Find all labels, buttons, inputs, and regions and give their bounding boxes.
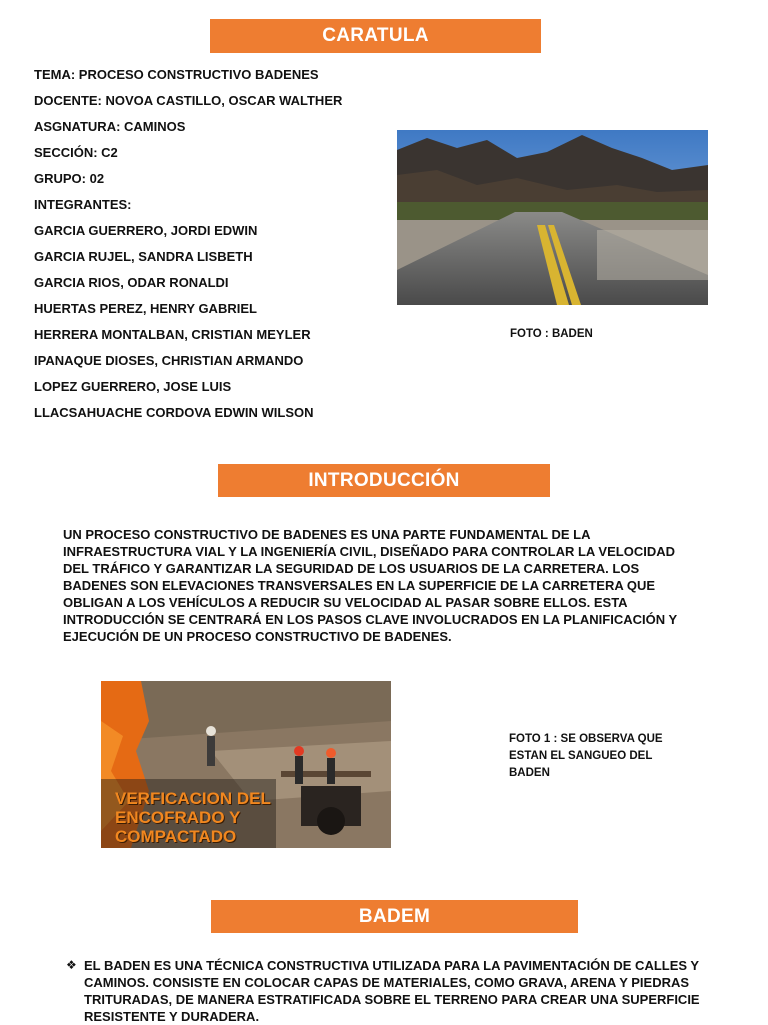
member-name: GARCIA GUERRERO, JORDI EDWIN <box>34 223 258 238</box>
introduccion-heading: INTRODUCCIÓN <box>218 464 550 497</box>
integrantes-label: INTEGRANTES: <box>34 197 132 212</box>
member-name: LLACSAHUACHE CORDOVA EDWIN WILSON <box>34 405 314 420</box>
member-name: HERRERA MONTALBAN, CRISTIAN MEYLER <box>34 327 311 342</box>
photo-overlay-line: ENCOFRADO Y <box>115 808 241 827</box>
badem-heading: BADEM <box>211 900 578 933</box>
badem-bullet-item <box>66 957 736 1025</box>
baden-road-photo <box>397 130 708 305</box>
seccion-line: SECCIÓN: C2 <box>34 145 118 160</box>
badem-bullet-text: EL BADEN ES UNA TÉCNICA CONSTRUCTIVA UTILIZADA PARA LA PAVIMENTACIÓN DE CALLES Y CAMINOS. CONSISTE EN COLOCAR CAPAS DE MATERIALES, COMO GRAVA, ARENA Y PIEDRAS TRITURADAS, DE MANERA ESTRATIFICADA SOBRE EL TERRENO PARA CREAR UNA SUPERFICIE RESISTENTE Y DURADERA. <box>84 958 700 1024</box>
foto1-caption: FOTO 1 : SE OBSERVA QUE ESTAN EL SANGUEO DEL BADEN <box>509 733 663 779</box>
member-name: GARCIA RIOS, ODAR RONALDI <box>34 275 229 290</box>
baden-photo-caption: FOTO : BADEN <box>510 328 593 340</box>
diamond-bullet-icon: ❖ <box>66 958 77 972</box>
caratula-heading: CARATULA <box>210 19 541 53</box>
tema-line: TEMA: PROCESO CONSTRUCTIVO BADENES <box>34 67 319 82</box>
grupo-line: GRUPO: 02 <box>34 171 105 186</box>
encofrado-verification-photo <box>101 681 391 848</box>
introduccion-paragraph: UN PROCESO CONSTRUCTIVO DE BADENES ES UNA PARTE FUNDAMENTAL DE LA INFRAESTRUCTURA VIAL Y LA INGENIERÍA CIVIL, DISEÑADO PARA CONTROLAR LA VELOCIDAD DEL TRÁFICO Y GARANTIZAR LA SEGURIDAD DE LOS USUARIOS DE LA CARRETERA. LOS BADENES SON ELEVACIONES TRANSVERSALES EN LA SUPERFICIE DE LA CARRETERA QUE OBLIGAN A LOS VEHÍCULOS A REDUCIR SU VELOCIDAD AL PASAR SOBRE ELLOS. ESTA INTRODUCCIÓN SE CENTRARÁ EN LOS PASOS CLAVE INVOLUCRADOS EN LA PLANIFICACIÓN Y EJECUCIÓN DE UN PROCESO CONSTRUCTIVO DE BADENES. <box>63 527 677 644</box>
photo-overlay-line: COMPACTADO <box>115 827 237 846</box>
caratula-info-list <box>34 66 342 430</box>
photo-overlay-line: VERFICACION DEL <box>115 789 271 808</box>
member-name: GARCIA RUJEL, SANDRA LISBETH <box>34 249 253 264</box>
member-name: HUERTAS PEREZ, HENRY GABRIEL <box>34 301 257 316</box>
docente-line: DOCENTE: NOVOA CASTILLO, OSCAR WALTHER <box>34 93 343 108</box>
member-name: IPANAQUE DIOSES, CHRISTIAN ARMANDO <box>34 353 304 368</box>
member-name: LOPEZ GUERRERO, JOSE LUIS <box>34 379 232 394</box>
asignatura-line: ASGNATURA: CAMINOS <box>34 119 186 134</box>
